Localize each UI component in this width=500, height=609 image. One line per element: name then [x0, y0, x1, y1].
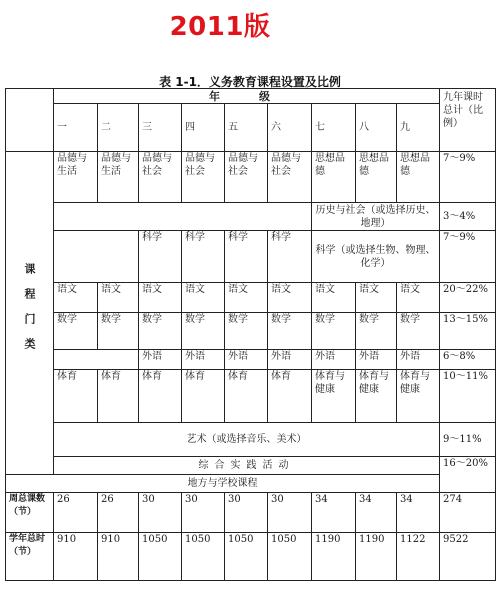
practice-row: [6, 457, 496, 475]
weekly-g5: 30: [225, 493, 268, 533]
foreign-row: [6, 350, 496, 370]
science-g4: 科学: [182, 231, 225, 283]
foreign-g9: 外语: [397, 350, 440, 370]
weekly-g8: 34: [356, 493, 397, 533]
chinese-g6: 语文: [268, 283, 312, 313]
curriculum-table: [5, 88, 496, 581]
math-g2: 数学: [98, 313, 139, 350]
math-ratio: 13～15%: [440, 313, 496, 350]
moral-g3: 品德与社会: [139, 152, 182, 203]
chinese-g2: 语文: [98, 283, 139, 313]
pe-g2: 体育: [98, 370, 139, 423]
chinese-ratio: 20～22%: [440, 283, 496, 313]
science-upper: 科学（或选择生物、物理、化学）: [312, 231, 440, 283]
yearly-g3: 1050: [139, 533, 182, 581]
grade-row: [6, 104, 496, 152]
weekly-label: 周总课数（节）: [6, 493, 54, 533]
math-g5: 数学: [225, 313, 268, 350]
math-row: [6, 313, 496, 350]
yearly-g8: 1190: [356, 533, 397, 581]
history-ratio: 3～4%: [440, 203, 496, 231]
history-row: [6, 203, 496, 231]
science-g5: 科学: [225, 231, 268, 283]
moral-g5: 品德与社会: [225, 152, 268, 203]
foreign-empty: [54, 350, 139, 370]
weekly-g9: 34: [397, 493, 440, 533]
weekly-g2: 26: [98, 493, 139, 533]
moral-g6: 品德与社会: [268, 152, 312, 203]
pe-ratio: 10～11%: [440, 370, 496, 423]
foreign-ratio: 6～8%: [440, 350, 496, 370]
grade-5: 五: [225, 104, 268, 152]
weekly-g4: 30: [182, 493, 225, 533]
pe-g9: 体育与健康: [397, 370, 440, 423]
moral-g7: 思想品德: [312, 152, 356, 203]
moral-row: [6, 152, 496, 203]
chinese-g8: 语文: [356, 283, 397, 313]
chinese-g7: 语文: [312, 283, 356, 313]
science-g6: 科学: [268, 231, 312, 283]
practice-cell: 综合实践活动: [54, 457, 440, 475]
yearly-g5: 1050: [225, 533, 268, 581]
weekly-g6: 30: [268, 493, 312, 533]
weekly-total: 274: [440, 493, 496, 533]
math-g4: 数学: [182, 313, 225, 350]
arts-ratio: 9～11%: [440, 423, 496, 457]
grade-9: 九: [397, 104, 440, 152]
foreign-g5: 外语: [225, 350, 268, 370]
foreign-g8: 外语: [356, 350, 397, 370]
science-g3: 科学: [139, 231, 182, 283]
grade-6: 六: [268, 104, 312, 152]
yearly-g4: 1050: [182, 533, 225, 581]
grade-3: 三: [139, 104, 182, 152]
history-cell: 历史与社会（或选择历史、地理）: [312, 203, 440, 231]
pe-row: [6, 370, 496, 423]
pe-g7: 体育与健康: [312, 370, 356, 423]
grade-header: 年 级: [54, 89, 440, 104]
math-g6: 数学: [268, 313, 312, 350]
yearly-row: [6, 533, 496, 581]
practice-ratio: 16～20%: [440, 457, 496, 493]
corner-cell: [6, 89, 54, 152]
grade-2: 二: [98, 104, 139, 152]
weekly-row: [6, 493, 496, 533]
yearly-g7: 1190: [312, 533, 356, 581]
math-g7: 数学: [312, 313, 356, 350]
chinese-g5: 语文: [225, 283, 268, 313]
math-g3: 数学: [139, 313, 182, 350]
grade-4: 四: [182, 104, 225, 152]
foreign-g7: 外语: [312, 350, 356, 370]
chinese-row: [6, 283, 496, 313]
pe-g6: 体育: [268, 370, 312, 423]
yearly-g9: 1122: [397, 533, 440, 581]
weekly-g3: 30: [139, 493, 182, 533]
math-g1: 数学: [54, 313, 98, 350]
math-g9: 数学: [397, 313, 440, 350]
yearly-g6: 1050: [268, 533, 312, 581]
category-cell: [6, 152, 54, 475]
moral-g2: 品德与生活: [98, 152, 139, 203]
pe-g4: 体育: [182, 370, 225, 423]
chinese-g4: 语文: [182, 283, 225, 313]
header-row-1: [6, 89, 496, 104]
pe-g5: 体育: [225, 370, 268, 423]
pe-g8: 体育与健康: [356, 370, 397, 423]
history-empty: [54, 203, 312, 231]
moral-g1: 品德与生活: [54, 152, 98, 203]
table-caption: 表 1-1．义务教育课程设置及比例: [159, 75, 341, 89]
local-row: [6, 475, 496, 493]
science-row: [6, 231, 496, 283]
science-empty: [54, 231, 139, 283]
chinese-g3: 语文: [139, 283, 182, 313]
pe-g1: 体育: [54, 370, 98, 423]
moral-g8: 思想品德: [356, 152, 397, 203]
total-header: 九年课时总计（比例）: [440, 89, 496, 152]
chinese-g9: 语文: [397, 283, 440, 313]
yearly-g2: 910: [98, 533, 139, 581]
weekly-g7: 34: [312, 493, 356, 533]
edition-title: 2011版: [169, 12, 271, 42]
moral-g9: 思想品德: [397, 152, 440, 203]
foreign-g6: 外语: [268, 350, 312, 370]
pe-g3: 体育: [139, 370, 182, 423]
foreign-g3: 外语: [139, 350, 182, 370]
science-ratio: 7～9%: [440, 231, 496, 283]
yearly-label: 学年总时（节）: [6, 533, 54, 581]
weekly-g1: 26: [54, 493, 98, 533]
arts-row: [6, 423, 496, 457]
foreign-g4: 外语: [182, 350, 225, 370]
local-cell: 地方与学校课程: [6, 475, 440, 493]
yearly-g1: 910: [54, 533, 98, 581]
arts-cell: 艺术（或选择音乐、美术）: [54, 423, 440, 457]
category-label: 课程门类: [23, 263, 36, 363]
grade-8: 八: [356, 104, 397, 152]
moral-ratio: 7～9%: [440, 152, 496, 203]
grade-7: 七: [312, 104, 356, 152]
moral-g4: 品德与社会: [182, 152, 225, 203]
chinese-g1: 语文: [54, 283, 98, 313]
grade-1: 一: [54, 104, 98, 152]
math-g8: 数学: [356, 313, 397, 350]
yearly-total: 9522: [440, 533, 496, 581]
